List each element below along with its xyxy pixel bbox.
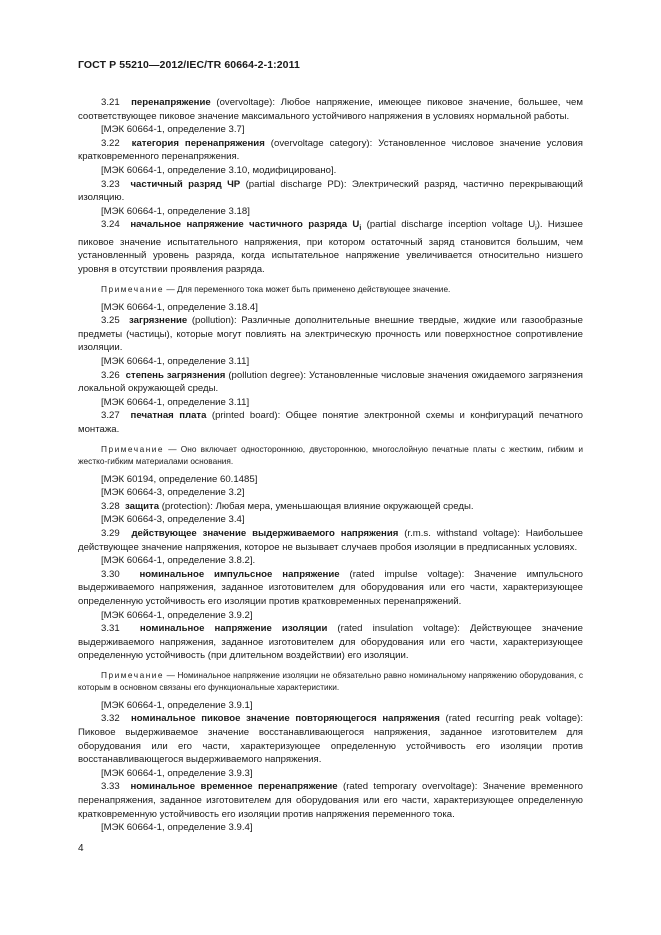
definition-3-29: 3.29 действующее значение выдерживаемого напряжения (r.m.s. withstand voltage): Наибольшее действующее значение напряжения, которое не вызывает случаев пробоя изоляции в предписанных условиях. bbox=[78, 527, 583, 553]
definition-3-24: 3.24 начальное напряжение частичного разряда $U_i$ (partial discharge inception voltage $U_i$). Низшее пиковое значение испытательного напряжения, при котором остаточный заряд становится большим, чем установленный уровень разряда, когда испытательное напряжение увеличивается относительно низшего уровня в отсутствии проявления разряда. bbox=[78, 219, 583, 276]
definition-3-33: 3.33 номинальное временное перенапряжение (rated temporary overvoltage): Значение временного перенапряжения, заданное изготовителем для оборудования или его части, характеризующее определенную кратковременную устойчивость его изоляции против напряжения переменного тока. bbox=[78, 781, 583, 820]
reference: [МЭК 60664-1, определение 3.11] bbox=[101, 396, 250, 408]
reference: [МЭК 60664-1, определение 3.9.4] bbox=[101, 822, 253, 834]
definition-3-21: 3.21 перенапряжение (overvoltage): Любое напряжение, имеющее пиковое значение, большее, чем соответствующее пиковое значение максимального устойчивого напряжения в условиях нормальной работы. bbox=[78, 97, 583, 122]
definition-3-22: 3.22 категория перенапряжения (overvoltage category): Установленное числовое значение условия кратковременного перенапряжения. bbox=[78, 137, 583, 163]
definition-3-30: 3.30 номинальное импульсное напряжение (rated impulse voltage): Значение импульсного выдерживаемого напряжения, заданное изготовителем для оборудования или его части, характеризующее определенную устойчивость его изоляции против кратковременных перенапряжений. bbox=[78, 568, 583, 607]
reference: [МЭК 60664-1, определение 3.7] bbox=[101, 124, 245, 136]
note: Примечание — Для переменного тока может быть применено действующее значение. bbox=[101, 283, 451, 294]
page-number: 4 bbox=[78, 843, 84, 854]
reference: [МЭК 60664-1, определение 3.9.3] bbox=[101, 767, 253, 779]
reference: [МЭК 60664-1, определение 3.8.2]. bbox=[101, 555, 256, 567]
document-header: ГОСТ Р 55210—2012/IEC/TR 60664-2-1:2011 bbox=[78, 59, 300, 71]
reference: [МЭК 60664-1, определение 3.11] bbox=[101, 356, 250, 367]
document-body bbox=[78, 96, 583, 835]
reference: [МЭК 60194, определение 60.1485] bbox=[101, 473, 258, 485]
definition-3-27: 3.27 печатная плата (printed board): Общее понятие электронной схемы и конфигураций печатного монтажа. bbox=[78, 410, 583, 435]
definition-3-25: 3.25 загрязнение (pollution): Различные дополнительные внешние твердые, жидкие или газообразные предметы (частицы), которые могут повлиять на электрическую прочность или поверхностное сопротивление изоляции. bbox=[78, 315, 583, 354]
reference: [МЭК 60664-1, определение 3.9.1] bbox=[101, 699, 253, 711]
reference: [МЭК 60664-1, определение 3.18] bbox=[101, 205, 250, 217]
definition-3-23: 3.23 частичный разряд ЧР (partial discharge PD): Электрический разряд, частично перекрывающий изоляцию. bbox=[78, 178, 583, 204]
reference: [МЭК 60664-1, определение 3.9.2] bbox=[101, 609, 253, 621]
reference: [МЭК 60664-1, определение 3.18.4] bbox=[101, 301, 258, 313]
reference: [МЭК 60664-3, определение 3.2] bbox=[101, 487, 245, 499]
definition-3-32: 3.32 номинальное пиковое значение повторяющегося напряжения (rated recurring peak voltage): Пиковое выдерживаемое значение восстанавливающегося напряжения, заданное изготовителем для оборудования или его части, характеризующее определенную устойчивость его изоляции против восстанавливающегося выдерживаемого напряжения. bbox=[78, 713, 583, 766]
definition-3-28: 3.28 защита (protection): Любая мера, уменьшающая влияние окружающей среды. bbox=[101, 500, 474, 512]
reference: [МЭК 60664-3, определение 3.4] bbox=[101, 514, 245, 526]
definition-3-31: 3.31 номинальное напряжение изоляции (rated insulation voltage): Действующее значение выдерживаемого напряжения, заданное изготовителем для оборудования или его части, характеризующее определенную устойчивость (при длительном воздействии) его изоляции. bbox=[78, 623, 583, 662]
definition-3-26: 3.26 степень загрязнения (pollution degree): Установленные числовые значения ожидаемого загрязнения локальной окружающей среды. bbox=[78, 369, 583, 395]
note: Примечание — Номинальное напряжение изоляции не обязательно равно номинальному напряжению оборудования, с которым в основном связаны его функциональные характеристики. bbox=[78, 669, 583, 692]
reference: [МЭК 60664-1, определение 3.10, модифицировано]. bbox=[101, 164, 337, 176]
note: Примечание — Оно включает одностороннюю, двустороннюю, многослойную печатные платы с жестким, гибким и жестко-гибким материалами основания. bbox=[78, 443, 583, 466]
